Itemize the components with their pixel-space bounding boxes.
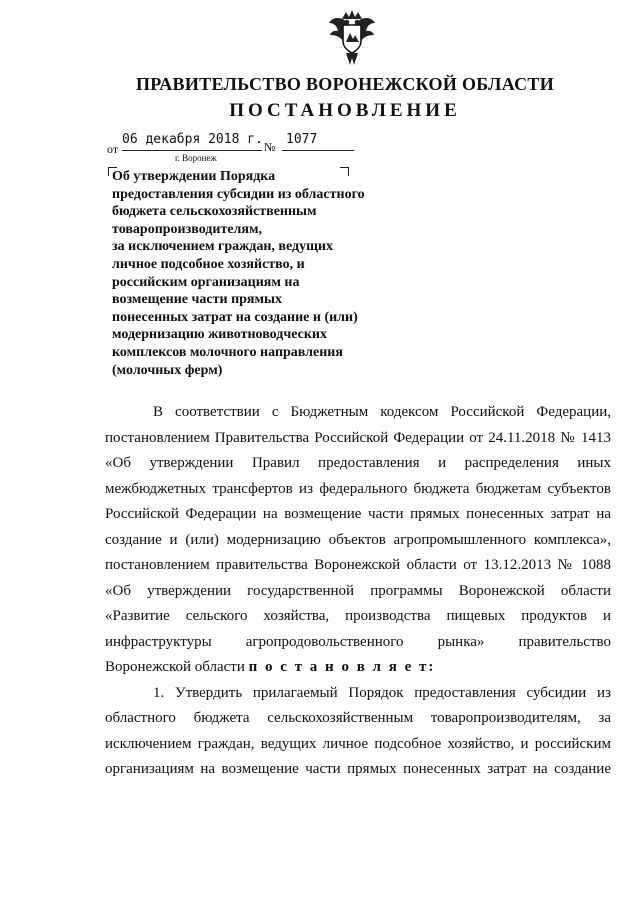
resolves-keyword: п о с т а н о в л я е т: [248,659,436,675]
body-line: организациям на возмещение части прямых понесенных затрат на создание [105,761,611,777]
subject-line: бюджета сельскохозяйственным [112,204,317,220]
body-line: постановлением правительства Воронежской области от 13.12.2013 № 1088 [105,557,611,573]
date-prefix: от [107,142,119,156]
body-line: исключением граждан, ведущих личное подсобное хозяйство, и российским [105,735,611,752]
body-line: межбюджетных трансфертов из федерального бюджета бюджетам субъектов [105,480,611,497]
document-meta [0,130,640,170]
government-title: ПРАВИТЕЛЬСТВО ВОРОНЕЖСКОЙ ОБЛАСТИ [135,74,555,94]
body-line: «Развитие сельского хозяйства, производства пищевых продуктов и [105,608,611,624]
body-line: областного бюджета сельскохозяйственным товаропроизводителям, за [105,710,611,726]
subject-line: (молочных ферм) [112,362,223,378]
document-number: 1077 [282,132,354,151]
body-line: Российской Федерации на возмещение части прямых понесенных затрат на [105,506,611,522]
document-subject [112,168,412,379]
body-line-resolves [105,655,611,681]
body-line: создание и (или) модернизацию объектов агропромышленного комплекса», [105,531,611,548]
body-line: инфраструктуры агропродовольственного рынка» правительство [105,633,611,650]
subject-line: предоставления субсидии из областного [112,186,365,202]
document-body [105,400,611,783]
document-date: 06 декабря 2018 г. [122,132,262,151]
number-prefix: № [264,140,276,154]
subject-line: за исключением граждан, ведущих [112,239,333,255]
subject-line: модернизацию животноводческих [112,327,327,343]
subject-line: личное подсобное хозяйство, и [112,256,305,272]
subject-line: Об утверждении Порядка [112,169,276,184]
coat-of-arms-icon [328,9,376,67]
subject-line: товаропроизводителям, [112,221,263,237]
subject-line: комплексов молочного направления [112,344,343,360]
city: г. Воронеж [175,153,217,163]
body-line: 1. Утвердить прилагаемый Порядок предоставления субсидии из [153,684,611,701]
subject-line: возмещение части прямых [112,292,282,308]
subject-line: российским организациям на [112,274,300,290]
body-line-text: Воронежской области [105,659,249,675]
body-line: «Об утверждении государственной программы Воронежской области [105,582,611,599]
body-line: «Об утверждении Правил предоставления и распределения иных [105,455,611,471]
subject-line: понесенных затрат на создание и (или) [112,309,358,325]
body-line: В соответствии с Бюджетным кодексом Российской Федерации, [153,404,611,420]
document-type: ПОСТАНОВЛЕНИЕ [229,100,461,121]
body-line: постановлением Правительства Российской Федерации от 24.11.2018 № 1413 [105,429,611,446]
